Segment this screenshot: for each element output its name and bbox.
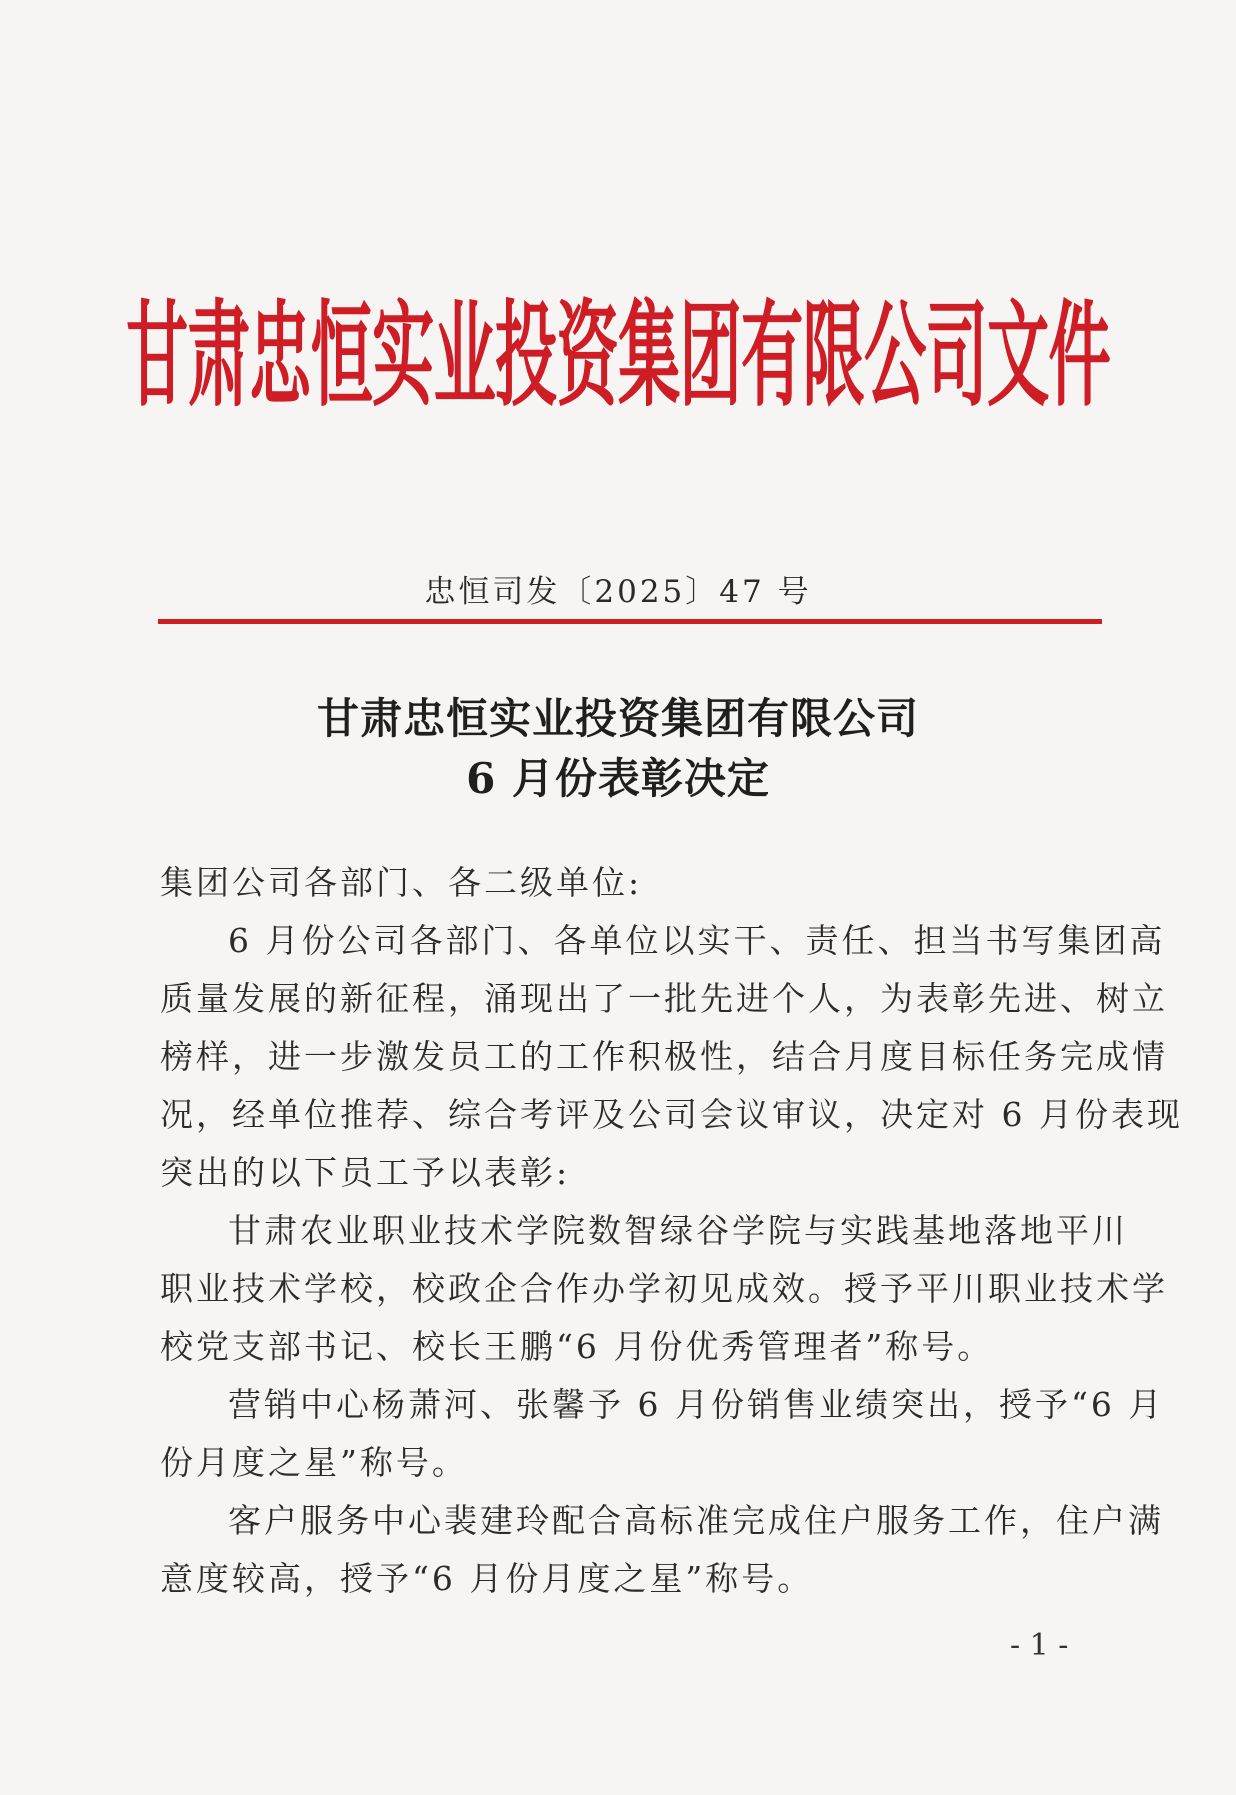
body-line: 意度较高，授予“6 月份月度之星”称号。 [160,1559,814,1598]
body-line: 职业技术学校，校政企合作办学初见成效。授予平川职业技术学 [160,1269,1168,1308]
document-title: 甘肃忠恒实业投资集团有限公司 [316,694,919,743]
body-line: 突出的以下员工予以表彰: [160,1153,571,1192]
masthead-title: 甘肃忠恒实业投资集团有限公司文件 [125,288,1110,422]
body-line: 营销中心杨萧河、张馨予 6 月份销售业绩突出，授予“6 月 [228,1385,1165,1424]
body-line: 甘肃农业职业技术学院数智绿谷学院与实践基地落地平川 [228,1211,1128,1250]
red-divider [158,619,1102,624]
body-line: 榜样，进一步激发员工的工作积极性，结合月度目标任务完成情 [160,1037,1168,1076]
body-line: 质量发展的新征程，涌现出了一批先进个人，为表彰先进、树立 [160,979,1168,1018]
document-number: 忠恒司发〔2025〕47 号 [424,574,812,610]
body-line: 况，经单位推荐、综合考评及公司会议审议，决定对 6 月份表现 [160,1095,1183,1134]
salutation: 集团公司各部门、各二级单位: [160,863,643,902]
body-line: 份月度之星”称号。 [160,1443,468,1482]
body-line: 校党支部书记、校长王鹏“6 月份优秀管理者”称号。 [160,1327,994,1366]
body-line: 6 月份公司各部门、各单位以实干、责任、担当书写集团高 [228,921,1166,960]
body-line: 客户服务中心裴建玲配合高标准完成住户服务工作，住户满 [228,1501,1164,1540]
document-subtitle: 6 月份表彰决定 [466,754,770,803]
page-number: - 1 - [1010,1628,1069,1663]
